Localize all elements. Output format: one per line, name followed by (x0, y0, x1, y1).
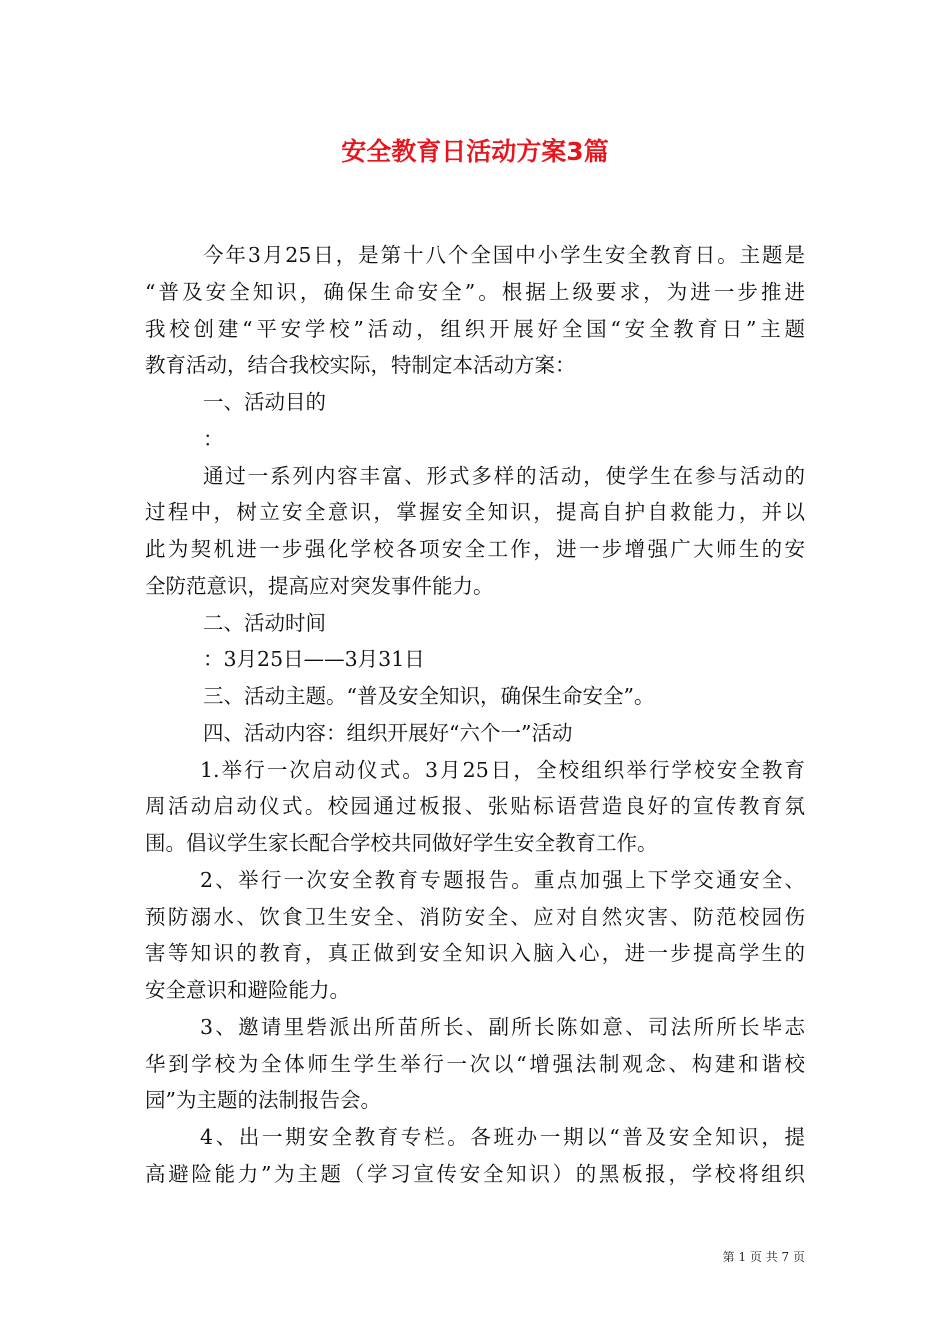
paragraph-line: 2、举行一次安全教育专题报告。重点加强上下学交通安全、 (200, 867, 805, 892)
paragraph-line: 今年3月25日，是第十八个全国中小学生安全教育日。主题是 (203, 243, 805, 267)
paragraph-line: “普及安全知识，确保生命安全”。根据上级要求，为进一步推进 (145, 279, 805, 304)
paragraph-line: 4、出一期安全教育专栏。各班办一期以“普及安全知识，提 (200, 1125, 805, 1149)
paragraph-line: 二、活动时间 (203, 610, 326, 635)
paragraph-line: 三、活动主题。“普及安全知识，确保生命安全”。 (203, 684, 655, 708)
paragraph-line: 园”为主题的法制报告会。 (145, 1088, 381, 1113)
paragraph-line: 我校创建“平安学校”活动，组织开展好全国“安全教育日”主题 (145, 316, 805, 341)
page-number: 第 1 页 共 7 页 (722, 1250, 805, 1264)
paragraph-line: 安全意识和避险能力。 (145, 978, 350, 1002)
paragraph-line: 1.举行一次启动仪式。3月25日，全校组织举行学校安全教育 (200, 757, 805, 782)
paragraph-line: 周活动启动仪式。校园通过板报、张贴标语营造良好的宣传教育氛 (145, 794, 805, 819)
paragraph-line: ： (203, 426, 224, 451)
paragraph-line: 全防范意识，提高应对突发事件能力。 (145, 573, 494, 598)
document-body (145, 237, 805, 1193)
document-title: 安全教育日活动方案3篇 (341, 137, 609, 166)
paragraph-line: 通过一系列内容丰富、形式多样的活动，使学生在参与活动的 (203, 463, 805, 488)
paragraph-line: 预防溺水、饮食卫生安全、消防安全、应对自然灾害、防范校园伤 (145, 904, 805, 929)
paragraph-line: 此为契机进一步强化学校各项安全工作，进一步增强广大师生的安 (145, 537, 805, 561)
paragraph-line: 害等知识的教育，真正做到安全知识入脑入心，进一步提高学生的 (145, 941, 805, 966)
paragraph-line: 一、活动目的 (203, 390, 326, 414)
paragraph-line: 教育活动，结合我校实际，特制定本活动方案： (145, 353, 576, 378)
paragraph-line: 四、活动内容：组织开展好“六个一”活动 (203, 720, 573, 745)
paragraph-line: 围。倡议学生家长配合学校共同做好学生安全教育工作。 (145, 831, 658, 855)
paragraph-line: 华到学校为全体师生学生举行一次以“增强法制观念、构建和谐校 (145, 1051, 805, 1076)
paragraph-line: 3、邀请里砦派出所苗所长、副所长陈如意、司法所所长毕志 (200, 1014, 805, 1039)
paragraph-line: ：3月25日——3月31日 (203, 647, 425, 672)
paragraph-line: 过程中，树立安全意识，掌握安全知识，提高自护自救能力，并以 (145, 500, 805, 525)
paragraph-line: 高避险能力”为主题（学习宣传安全知识）的黑板报，学校将组织 (145, 1161, 805, 1186)
